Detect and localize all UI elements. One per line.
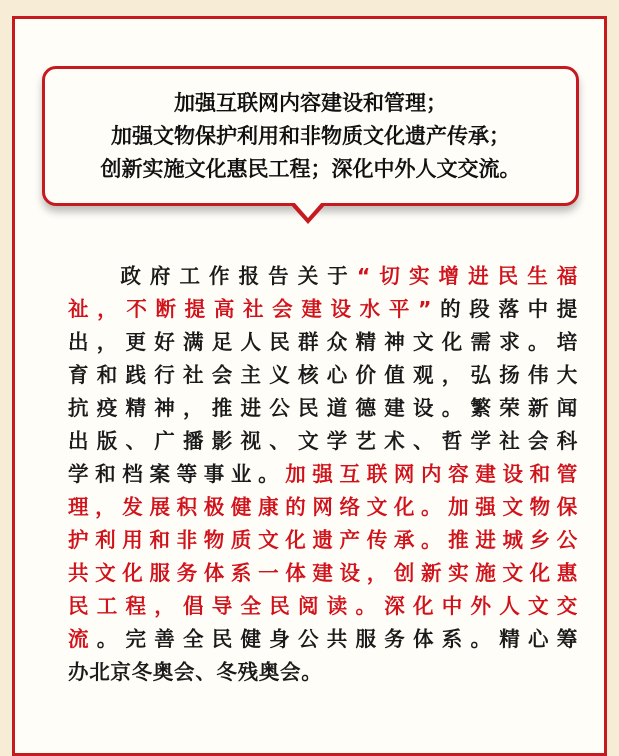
callout-box xyxy=(42,66,579,206)
highlight-text: 加强互联网内容建设和管 xyxy=(285,462,578,486)
highlight-text: 流 xyxy=(68,627,97,651)
body-line xyxy=(68,524,578,557)
highlight-text: “切实增进民生福 xyxy=(356,264,578,288)
body-line xyxy=(68,590,578,623)
body-line xyxy=(68,623,578,656)
body-line xyxy=(68,359,578,392)
highlight-text: 护利用和非物质文化遗产传承。推进城乡公 xyxy=(68,528,578,552)
body-line xyxy=(68,557,578,590)
body-line xyxy=(68,260,578,293)
highlight-text: 民工程，倡导全民阅读。深化中外人文交 xyxy=(68,594,578,618)
highlight-text: 理，发展积极健康的网络文化。加强文物保 xyxy=(68,495,578,519)
body-line xyxy=(68,425,578,458)
callout-line: 加强文物保护利用和非物质文化遗产传承； xyxy=(111,123,510,148)
body-text: 的段落中提 xyxy=(432,297,579,321)
callout-tail-fill xyxy=(294,202,322,218)
body-text: 学和档案等事业。 xyxy=(68,462,286,486)
body-line xyxy=(68,293,578,326)
body-text: 政府工作报告关于 xyxy=(112,264,357,288)
body-text: 抗疫精神，推进公民道德建设。繁荣新闻 xyxy=(68,396,578,420)
body-text: 育和践行社会主义核心价值观，弘扬伟大 xyxy=(68,363,578,387)
body-line xyxy=(68,458,578,491)
callout-line: 加强互联网内容建设和管理； xyxy=(174,90,447,115)
body-line xyxy=(68,491,578,524)
body-line xyxy=(68,326,578,359)
highlight-text: 祉，不断提高社会建设水平” xyxy=(68,297,433,321)
body-line xyxy=(68,392,578,425)
callout-line: 创新实施文化惠民工程；深化中外人文交流。 xyxy=(100,156,521,181)
body-text: 出，更好满足人民群众精神文化需求。培 xyxy=(68,330,578,354)
body-line xyxy=(68,656,578,689)
body-paragraph xyxy=(68,260,578,689)
highlight-text: 共文化服务体系一体建设，创新实施文化惠 xyxy=(68,561,578,585)
body-text: 办北京冬奥会、冬残奥会。 xyxy=(68,660,323,684)
body-text: 。完善全民健身公共服务体系。精心筹 xyxy=(96,627,579,651)
body-text: 出版、广播影视、文学艺术、哲学社会科 xyxy=(68,429,578,453)
